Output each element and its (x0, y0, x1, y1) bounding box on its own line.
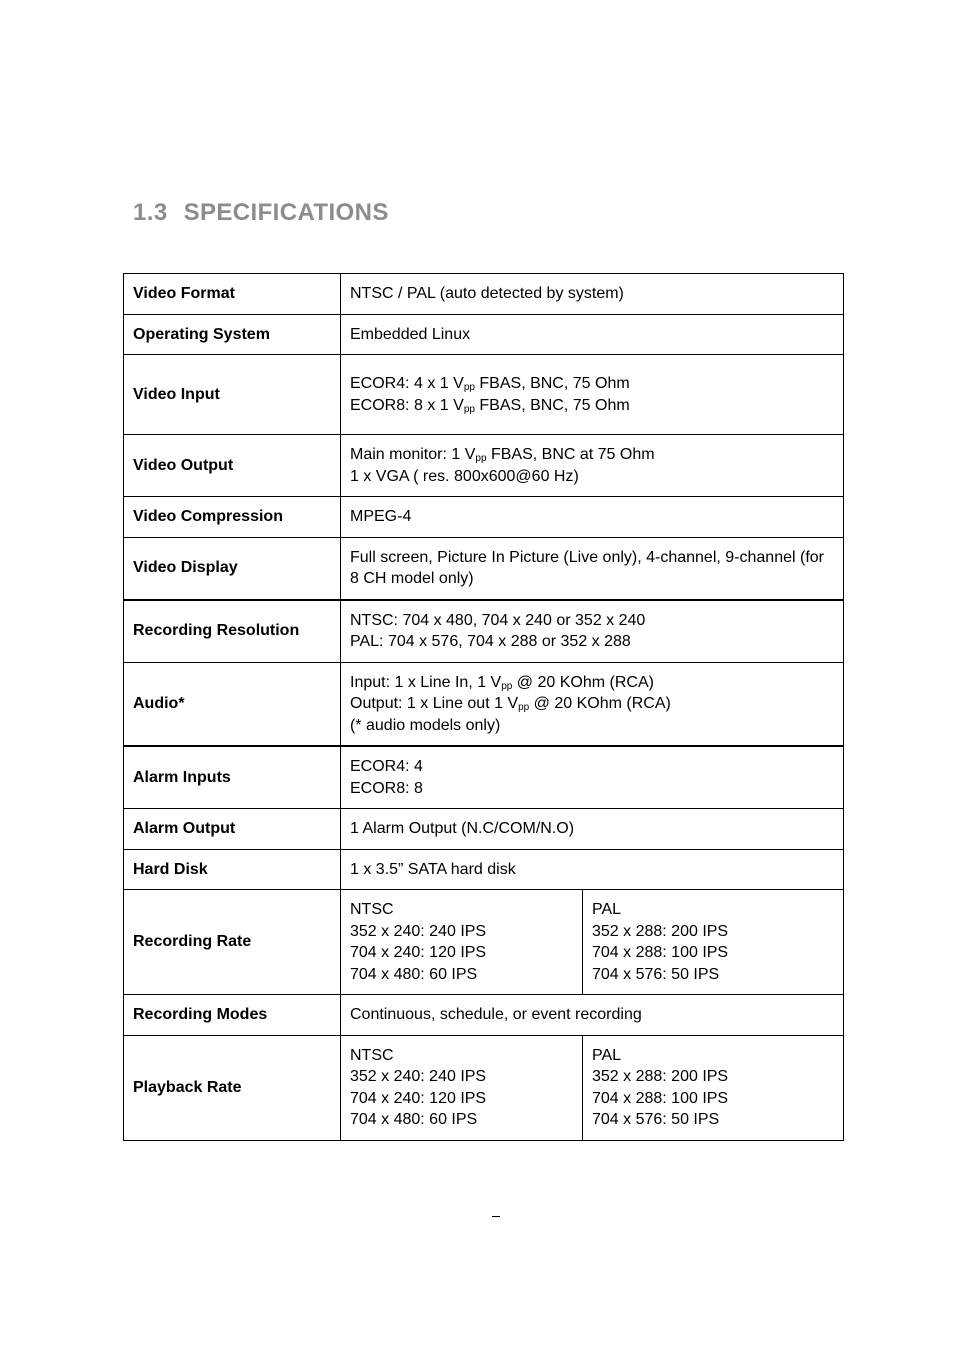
table-row (124, 746, 844, 809)
spec-value: Continuous, schedule, or event recording (341, 995, 844, 1036)
table-row (124, 355, 844, 435)
spec-label: Video Input (124, 355, 341, 435)
spec-value: Full screen, Picture In Picture (Live only), 4-channel, 9-channel (for 8 CH model only) (341, 537, 844, 600)
spec-label: Hard Disk (124, 849, 341, 890)
section-heading (133, 199, 389, 227)
table-row (124, 435, 844, 497)
table-row (124, 537, 844, 600)
spec-value: Embedded Linux (341, 314, 844, 355)
spec-label: Operating System (124, 314, 341, 355)
spec-value: NTSC / PAL (auto detected by system) (341, 274, 844, 315)
spec-value-pal: PAL 352 x 288: 200 IPS 704 x 288: 100 IPS 704 x 576: 50 IPS (583, 1035, 844, 1140)
table-row (124, 274, 844, 315)
section-number: 1.3 (133, 199, 168, 226)
spec-value-ntsc: NTSC 352 x 240: 240 IPS 704 x 240: 120 IPS 704 x 480: 60 IPS (341, 890, 583, 995)
spec-label: Playback Rate (124, 1035, 341, 1140)
spec-value: 1 x 3.5” SATA hard disk (341, 849, 844, 890)
table-row (124, 995, 844, 1036)
table-row (124, 314, 844, 355)
spec-label: Video Output (124, 435, 341, 497)
page-footer-mark (492, 1216, 500, 1217)
spec-label: Recording Modes (124, 995, 341, 1036)
spec-label: Video Display (124, 537, 341, 600)
spec-label: Recording Rate (124, 890, 341, 995)
spec-value: ECOR4: 4 x 1 $V_{pp}$ FBAS, BNC, 75 Ohm ECOR8: 8 x 1 $V_{pp}$ FBAS, BNC, 75 Ohm (341, 355, 844, 435)
spec-value: NTSC: 704 x 480, 704 x 240 or 352 x 240 PAL: 704 x 576, 704 x 288 or 352 x 288 (341, 600, 844, 663)
spec-value-pal: PAL 352 x 288: 200 IPS 704 x 288: 100 IPS 704 x 576: 50 IPS (583, 890, 844, 995)
spec-value: Main monitor: 1 $V_{pp}$ FBAS, BNC at 75 Ohm 1 x VGA ( res. 800x600@60 Hz) (341, 435, 844, 497)
table-row (124, 497, 844, 538)
spec-value: MPEG-4 (341, 497, 844, 538)
table-row (124, 809, 844, 850)
table-row (124, 849, 844, 890)
table-row (124, 1035, 844, 1140)
spec-value: Input: 1 x Line In, 1 $V_{pp}$ @ 20 KOhm (RCA) Output: 1 x Line out 1 $V_{pp}$ @ 20 KOhm (RCA) (* audio models only) (341, 662, 844, 746)
spec-value: ECOR4: 4 ECOR8: 8 (341, 746, 844, 809)
specifications-table (123, 273, 844, 1141)
table-row (124, 600, 844, 663)
spec-label: Video Compression (124, 497, 341, 538)
table-row (124, 662, 844, 746)
spec-label: Alarm Inputs (124, 746, 341, 809)
spec-value-ntsc: NTSC 352 x 240: 240 IPS 704 x 240: 120 IPS 704 x 480: 60 IPS (341, 1035, 583, 1140)
spec-label: Audio* (124, 662, 341, 746)
section-title: SPECIFICATIONS (183, 199, 389, 226)
spec-value: 1 Alarm Output (N.C/COM/N.O) (341, 809, 844, 850)
spec-label: Video Format (124, 274, 341, 315)
spec-label: Recording Resolution (124, 600, 341, 663)
table-row (124, 890, 844, 995)
spec-label: Alarm Output (124, 809, 341, 850)
